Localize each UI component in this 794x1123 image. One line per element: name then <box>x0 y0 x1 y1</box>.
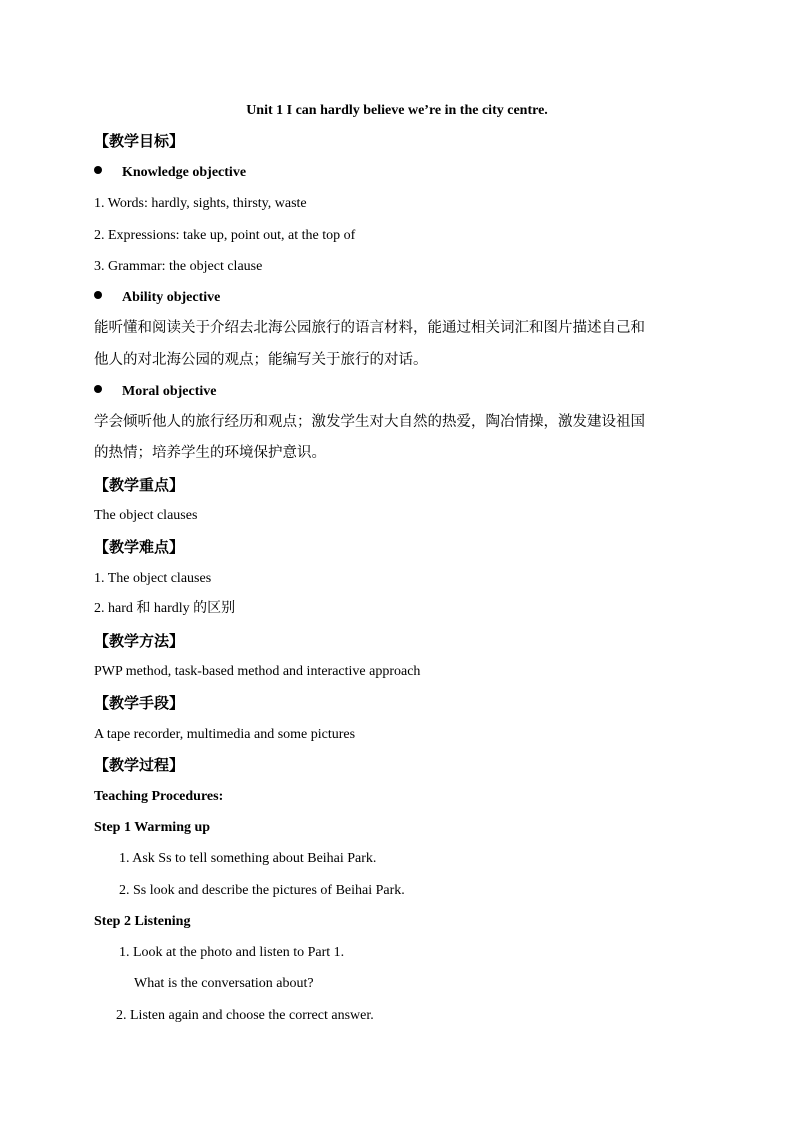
means-heading: 【教学手段】 <box>94 694 185 712</box>
document-title: Unit 1 I can hardly believe we’re in the city centre. <box>246 103 548 118</box>
process-heading: 【教学过程】 <box>94 756 185 774</box>
ability-text-line-2: 他人的对北海公园的观点；能编写关于旅行的对话。 <box>94 352 428 368</box>
ability-objective-bullet <box>94 290 220 306</box>
key-points-heading: 【教学重点】 <box>94 476 185 494</box>
objectives-heading: 【教学目标】 <box>94 132 185 150</box>
moral-objective-bullet <box>94 384 216 400</box>
moral-objective-label: Moral objective <box>122 384 217 399</box>
step1-label: Step 1 Warming up <box>94 820 211 835</box>
bullet-dot-icon <box>94 291 102 299</box>
knowledge-objective-label: Knowledge objective <box>122 165 247 180</box>
bullet-dot-icon <box>94 385 102 393</box>
difficult-point-1: 1. The object clauses <box>94 571 212 586</box>
difficult-point-2: 2. hard 和 hardly 的区别 <box>94 601 236 616</box>
ability-objective-label: Ability objective <box>122 290 221 305</box>
moral-text-line-1: 学会倾听他人的旅行经历和观点；激发学生对大自然的热爱，陶冶情操，激发建设祖国 <box>94 414 645 430</box>
step1-item-2: 2. Ss look and describe the pictures of Beihai Park. <box>119 883 405 898</box>
ability-text-line-1: 能听懂和阅读关于介绍去北海公园旅行的语言材料，能通过相关词汇和图片描述自己和 <box>94 320 645 336</box>
moral-text-line-2: 的热情；培养学生的环境保护意识。 <box>94 445 326 461</box>
step2-item-2: 2. Listen again and choose the correct answer. <box>116 1008 374 1023</box>
step2-label: Step 2 Listening <box>94 914 191 929</box>
words-item: 1. Words: hardly, sights, thirsty, waste <box>94 196 307 211</box>
step2-item-1-question: What is the conversation about? <box>134 976 314 991</box>
knowledge-objective-bullet <box>94 165 246 181</box>
methods-heading: 【教学方法】 <box>94 632 185 650</box>
bullet-dot-icon <box>94 166 102 174</box>
difficult-points-heading: 【教学难点】 <box>94 538 185 556</box>
methods-text: PWP method, task-based method and interactive approach <box>94 664 421 679</box>
step1-item-1: 1. Ask Ss to tell something about Beihai Park. <box>119 851 377 866</box>
teaching-procedures-label: Teaching Procedures: <box>94 789 224 804</box>
expressions-item: 2. Expressions: take up, point out, at the top of <box>94 228 356 243</box>
means-text: A tape recorder, multimedia and some pictures <box>94 727 356 742</box>
key-points-text: The object clauses <box>94 508 198 523</box>
grammar-item: 3. Grammar: the object clause <box>94 259 263 274</box>
step2-item-1: 1. Look at the photo and listen to Part 1. <box>119 945 345 960</box>
